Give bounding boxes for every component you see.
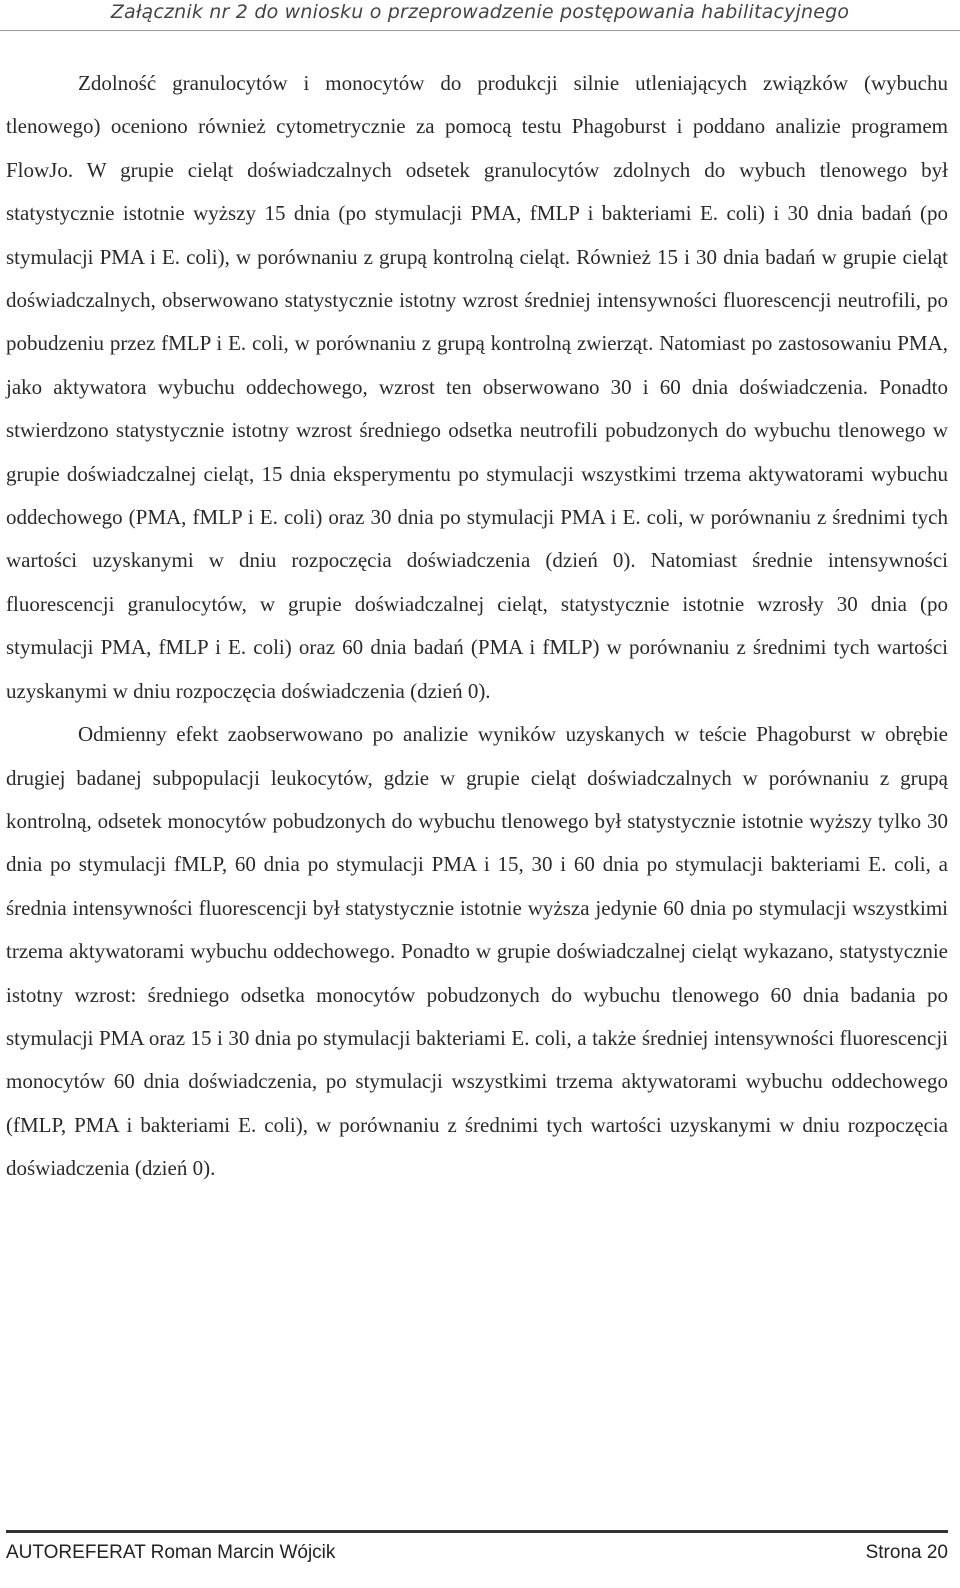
document-body [6, 62, 948, 1191]
header-title: Załącznik nr 2 do wniosku o przeprowadzenie postępowania habilitacyjnego [110, 1, 850, 23]
paragraph-phagoburst-monocytes: Odmienny efekt zaobserwowano po analizie wyników uzyskanych w teście Phagoburst w obrębie drugiej badanej subpopulacji leukocytów, gdzie w grupie cieląt doświadczalnych w porównaniu z grupą kontrolną, odsetek monocytów pobudzonych do wybuchu tlenowego był statystycznie istotnie wyższy tylko 30 dnia po stymulacji fMLP, 60 dnia po stymulacji PMA i 15, 30 i 60 dnia po stymulacji bakteriami E. coli, a średnia intensywności fluorescencji był statystycznie istotnie wyższa jedynie 60 dnia po stymulacji wszystkimi trzema aktywatorami wybuchu oddechowego. Ponadto w grupie doświadczalnej cieląt wykazano, statystycznie istotny wzrost: średniego odsetka monocytów pobudzonych do wybuchu tlenowego 60 dnia badania po stymulacji PMA oraz 15 i 30 dnia po stymulacji bakteriami E. coli, a także średniej intensywności fluorescencji monocytów 60 dnia doświadczenia, po stymulacji wszystkimi trzema aktywatorami wybuchu oddechowego (fMLP, PMA i bakteriami E. coli), w porównaniu z średnimi tych wartości uzyskanymi w dniu rozpoczęcia doświadczenia (dzień 0). [6, 722, 948, 1181]
footer-author: AUTOREFERAT Roman Marcin Wójcik [6, 1542, 336, 1563]
page-header [0, 0, 960, 31]
page-footer [6, 1530, 948, 1565]
page-number: Strona 20 [865, 1542, 948, 1563]
paragraph-phagoburst-granulocytes: Zdolność granulocytów i monocytów do produkcji silnie utleniających związków (wybuchu tlenowego) oceniono również cytometrycznie za pomocą testu Phagoburst i poddano analizie programem FlowJo. W grupie cieląt doświadczalnych odsetek granulocytów zdolnych do wybuch tlenowego był statystycznie istotnie wyższy 15 dnia (po stymulacji PMA, fMLP i bakteriami E. coli) i 30 dnia badań (po stymulacji PMA i E. coli), w porównaniu z grupą kontrolną cieląt. Również 15 i 30 dnia badań w grupie cieląt doświadczalnych, obserwowano statystycznie istotny wzrost średniej intensywności fluorescencji neutrofili, po pobudzeniu przez fMLP i E. coli, w porównaniu z grupą kontrolną zwierząt. Natomiast po zastosowaniu PMA, jako aktywatora wybuchu oddechowego, wzrost ten obserwowano 30 i 60 dnia doświadczenia. Ponadto stwierdzono statystycznie istotny wzrost średniego odsetka neutrofili pobudzonych do wybuchu tlenowego w grupie doświadczalnej cieląt, 15 dnia eksperymentu po stymulacji wszystkimi trzema aktywatorami wybuchu oddechowego (PMA, fMLP i E. coli) oraz 30 dnia po stymulacji PMA i E. coli, w porównaniu z średnimi tych wartości uzyskanymi w dniu rozpoczęcia doświadczenia (dzień 0). Natomiast średnie intensywności fluorescencji granulocytów, w grupie doświadczalnej cieląt, statystycznie istotnie wzrosły 30 dnia (po stymulacji PMA, fMLP i E. coli) oraz 60 dnia badań (PMA i fMLP) w porównaniu z średnimi tych wartości uzyskanymi w dniu rozpoczęcia doświadczenia (dzień 0). [6, 71, 948, 703]
